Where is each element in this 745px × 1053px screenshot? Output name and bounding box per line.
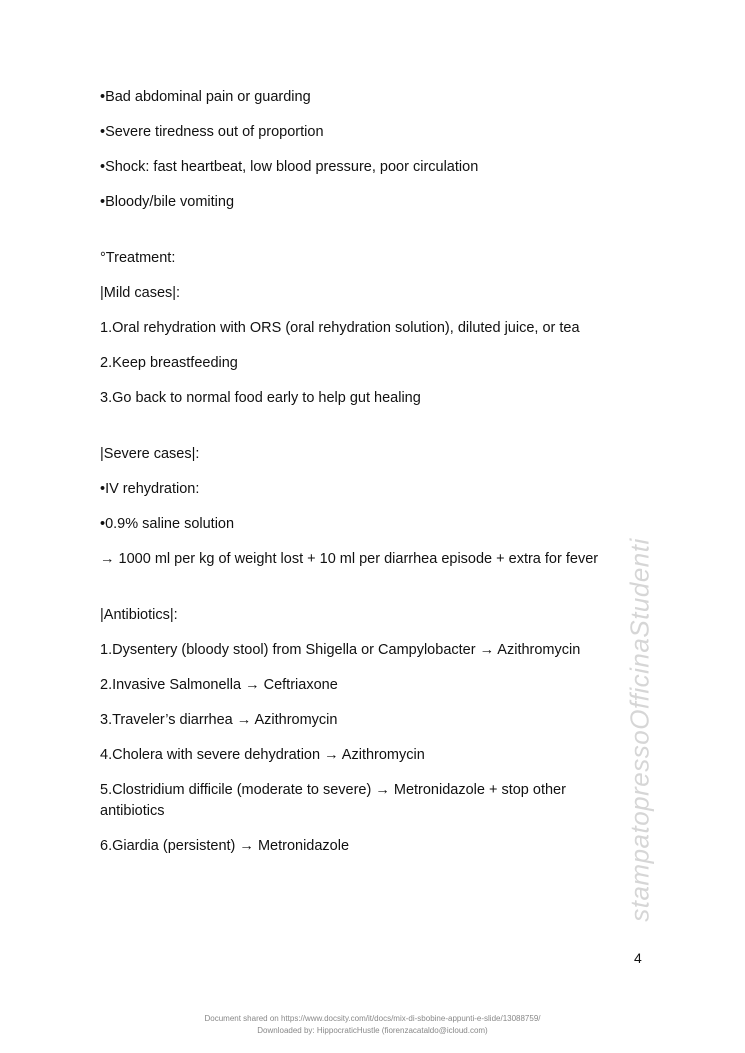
page-number: 4 [634, 950, 642, 966]
antibiotic-item: 3.Traveler’s diarrhea → Azithromycin [100, 712, 338, 728]
footer-shared: Document shared on https://www.docsity.com/it/docs/mix-di-sbobine-appunti-e-slide/13088759/ [204, 1014, 541, 1023]
subheading-mild-cases: |Mild cases|: [100, 285, 181, 301]
treatment-item: •IV rehydration: [100, 481, 200, 497]
document-body [100, 87, 640, 871]
antibiotic-item: 1.Dysentery (bloody stool) from Shigella or Campylobacter → Azithromycin [100, 642, 581, 658]
footer-downloaded: Downloaded by: HippocraticHustle (fiorenzacataldo@icloud.com) [257, 1026, 488, 1035]
treatment-item: 1.Oral rehydration with ORS (oral rehydration solution), diluted juice, or tea [100, 320, 580, 336]
treatment-item: •0.9% saline solution [100, 516, 235, 532]
section-heading-treatment: °Treatment: [100, 250, 176, 266]
symptom-item: •Severe tiredness out of proportion [100, 124, 324, 140]
subheading-antibiotics: |Antibiotics|: [100, 607, 178, 623]
treatment-item: 2.Keep breastfeeding [100, 355, 238, 371]
antibiotic-item: 5.Clostridium difficile (moderate to severe) → Metronidazole + stop other antibiotics [100, 782, 566, 819]
treatment-item: 3.Go back to normal food early to help gut healing [100, 390, 421, 406]
subheading-severe-cases: |Severe cases|: [100, 446, 200, 462]
symptom-item: •Bad abdominal pain or guarding [100, 89, 311, 105]
antibiotic-item: 6.Giardia (persistent) → Metronidazole [100, 838, 350, 854]
symptom-item: •Bloody/bile vomiting [100, 194, 235, 210]
watermark: stampatopressoOfficinaStudenti [624, 538, 655, 922]
treatment-item: → 1000 ml per kg of weight lost + 10 ml per diarrhea episode + extra for fever [100, 551, 599, 567]
symptom-item: •Shock: fast heartbeat, low blood pressure, poor circulation [100, 159, 479, 175]
antibiotic-item: 2.Invasive Salmonella → Ceftriaxone [100, 677, 338, 693]
antibiotic-item: 4.Cholera with severe dehydration → Azithromycin [100, 747, 425, 763]
